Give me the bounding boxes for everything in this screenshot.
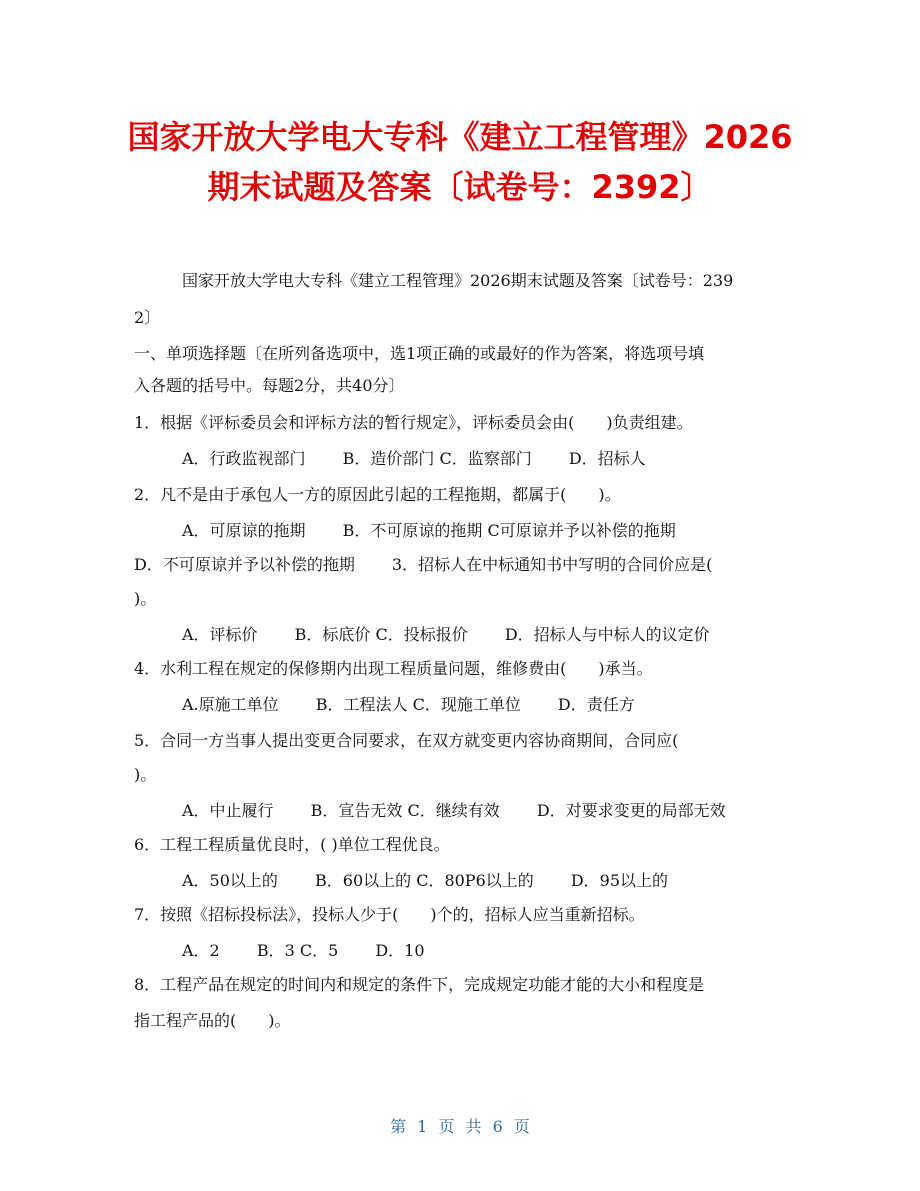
intro-line-2: 2〕 <box>134 308 161 327</box>
page-footer: 第 1 页 共 6 页 <box>390 1117 530 1136</box>
question-7-options: A．2 B．3 C．5 D．10 <box>182 941 425 960</box>
question-5-options: A．中止履行 B．宣告无效 C．继续有效 D．对要求变更的局部无效 <box>182 801 726 820</box>
question-2-option-d-and-question-3: D．不可原谅并予以补偿的拖期 3．招标人在中标通知书中写明的合同价应是( <box>134 555 713 574</box>
question-2: 2．凡不是由于承包人一方的原因此引起的工程拖期，都属于( )。 <box>134 485 621 504</box>
title-line-2: 期末试题及答案〔试卷号：2392〕 <box>207 168 713 206</box>
intro-line-1: 国家开放大学电大专科《建立工程管理》2026期末试题及答案〔试卷号：239 <box>182 271 734 290</box>
question-3-continued: )。 <box>134 589 157 608</box>
question-4-options: A.原施工单位 B．工程法人 C．现施工单位 D．责任方 <box>182 695 635 714</box>
question-8: 8．工程产品在规定的时间内和规定的条件下，完成规定功能才能的大小和程度是 <box>134 975 705 994</box>
question-1: 1．根据《评标委员会和评标方法的暂行规定》，评标委员会由( )负责组建。 <box>134 413 693 432</box>
title-line-1: 国家开放大学电大专科《建立工程管理》2026 <box>127 118 793 156</box>
question-8-continued: 指工程产品的( )。 <box>134 1011 291 1030</box>
question-3-options: A．评标价 B．标底价 C．投标报价 D．招标人与中标人的议定价 <box>182 625 710 644</box>
question-1-options: A．行政监视部门 B．造价部门 C．监察部门 D．招标人 <box>182 449 646 468</box>
section-heading-line-1: 一、单项选择题〔在所列备选项中，选1项正确的或最好的作为答案，将选项号填 <box>134 344 705 363</box>
question-4: 4．水利工程在规定的保修期内出现工程质量问题，维修费由( )承当。 <box>134 659 653 678</box>
question-5-continued: )。 <box>134 765 157 784</box>
question-2-options: A．可原谅的拖期 B．不可原谅的拖期 C可原谅并予以补偿的拖期 <box>182 521 676 540</box>
question-6-options: A．50以上的 B．60以上的 C．80P6以上的 D．95以上的 <box>182 871 669 890</box>
section-heading-line-2: 入各题的括号中。每题2分，共40分〕 <box>134 376 405 395</box>
question-7: 7．按照《招标投标法》，投标人少于( )个的，招标人应当重新招标。 <box>134 905 645 924</box>
question-5: 5．合同一方当事人提出变更合同要求，在双方就变更内容协商期间，合同应( <box>134 731 679 750</box>
document-title <box>100 112 820 212</box>
question-6: 6．工程工程质量优良时，( )单位工程优良。 <box>134 835 450 854</box>
